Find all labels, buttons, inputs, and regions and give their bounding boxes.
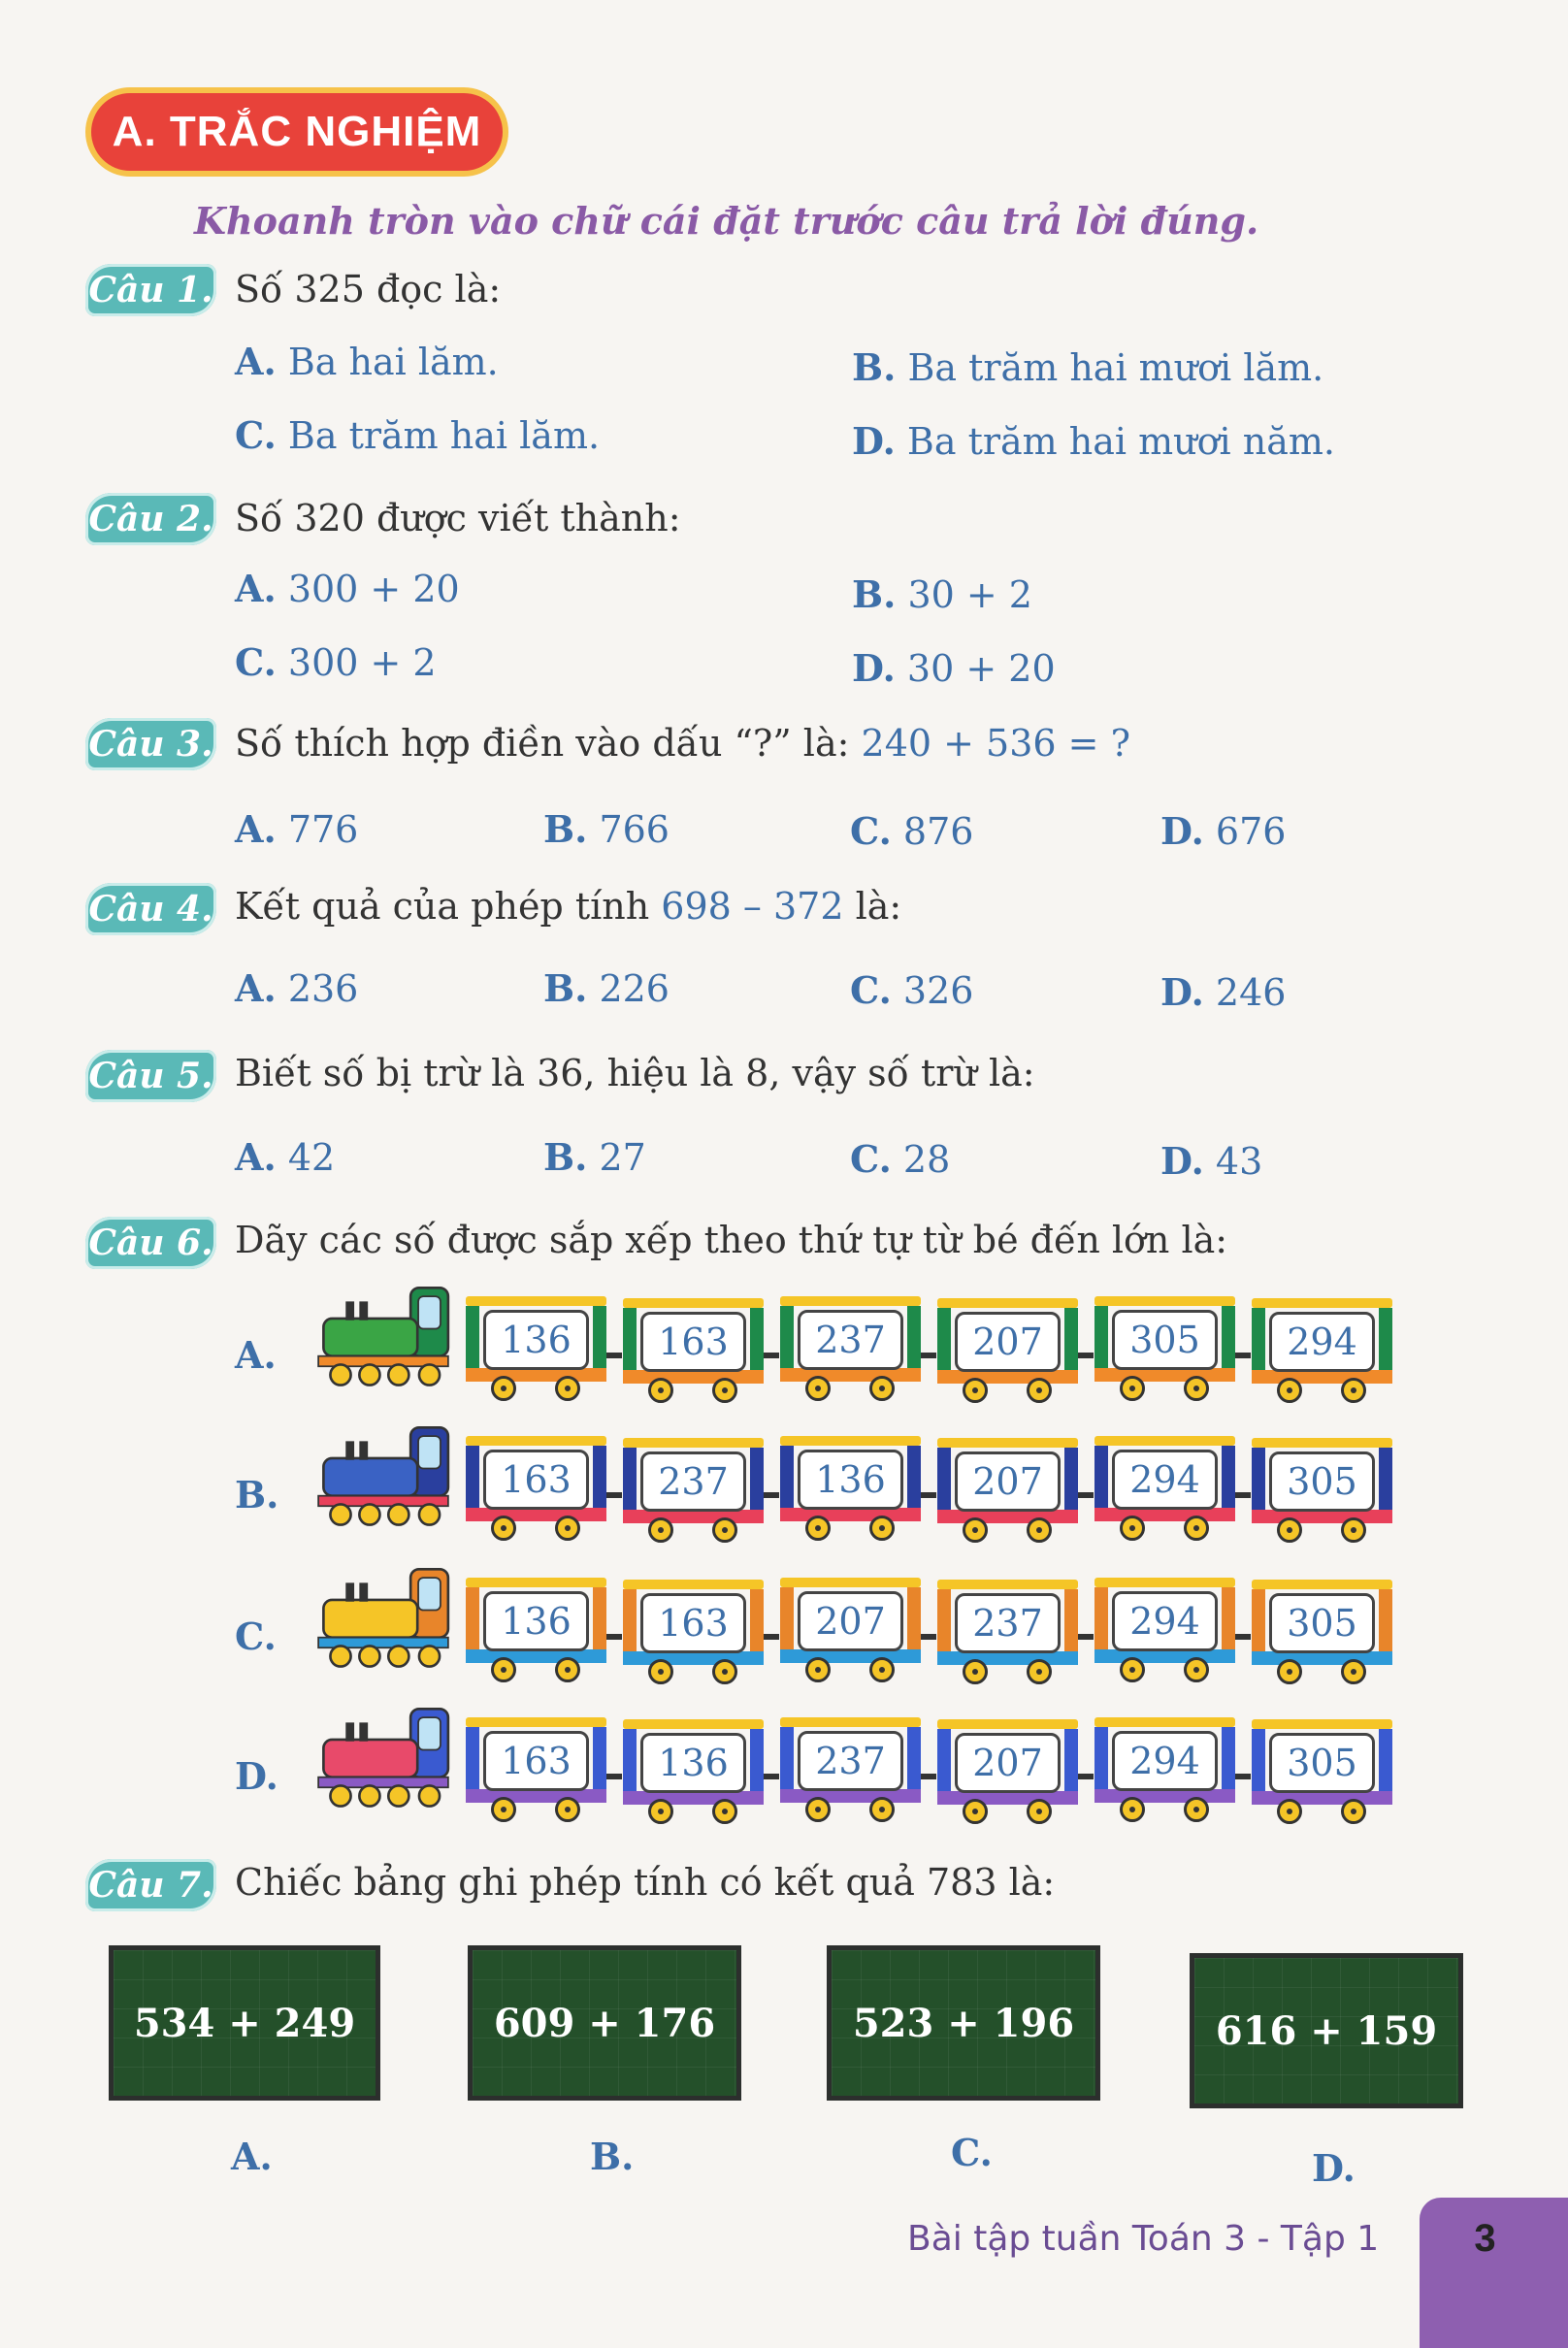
car-number: 163 (640, 1312, 746, 1372)
option-d[interactable]: D. 30 + 20 (852, 646, 1056, 690)
car-roof (623, 1298, 764, 1308)
car-roof (1252, 1719, 1392, 1729)
car-roof (1252, 1298, 1392, 1308)
car-side (1222, 1727, 1235, 1797)
wheel-icon (1120, 1376, 1145, 1401)
wheel-icon (869, 1797, 895, 1822)
train-car (1094, 1578, 1235, 1684)
car-roof (1094, 1717, 1235, 1727)
question-text: Số 325 đọc là: (235, 268, 502, 310)
car-base (1094, 1508, 1235, 1521)
section-header (85, 87, 508, 177)
option-d[interactable]: D. Ba trăm hai mươi năm. (852, 419, 1336, 463)
car-side (623, 1308, 637, 1378)
car-side (1094, 1587, 1108, 1657)
wheel-icon (648, 1799, 673, 1824)
wheel-icon (712, 1378, 737, 1403)
wheel-icon (648, 1517, 673, 1543)
wheel-icon (1027, 1799, 1052, 1824)
car-number: 136 (483, 1591, 589, 1651)
car-side (1379, 1729, 1392, 1799)
car-side (1064, 1589, 1078, 1659)
car-roof (780, 1296, 921, 1306)
car-side (1252, 1729, 1265, 1799)
car-side (750, 1729, 764, 1799)
wheel-icon (648, 1378, 673, 1403)
car-base (466, 1368, 606, 1382)
wheel-icon (1027, 1659, 1052, 1684)
wheel-icon (805, 1797, 831, 1822)
car-base (623, 1651, 764, 1665)
car-roof (1094, 1578, 1235, 1587)
wheel-icon (963, 1517, 988, 1543)
car-roof (937, 1298, 1078, 1308)
car-side (780, 1306, 794, 1376)
car-base (466, 1789, 606, 1803)
wheel-icon (963, 1378, 988, 1403)
question-text: Số 320 được viết thành: (235, 497, 681, 539)
car-side (1064, 1308, 1078, 1378)
car-base (780, 1649, 921, 1663)
wheel-icon (1184, 1516, 1209, 1541)
car-base (937, 1510, 1078, 1523)
car-number: 136 (483, 1310, 589, 1370)
wheel-icon (1277, 1378, 1302, 1403)
train-car (1252, 1438, 1392, 1545)
car-coupler (764, 1492, 779, 1498)
car-base (1094, 1649, 1235, 1663)
car-roof (1252, 1580, 1392, 1589)
car-number: 163 (483, 1731, 589, 1791)
car-number: 237 (798, 1731, 903, 1791)
chalkboard-a[interactable]: 534 + 249 (109, 1945, 380, 2101)
wheel-icon (491, 1797, 516, 1822)
wheel-icon (1027, 1378, 1052, 1403)
car-coupler (1235, 1353, 1251, 1358)
car-roof (937, 1438, 1078, 1448)
locomotive-icon (306, 1704, 461, 1810)
car-coupler (764, 1353, 779, 1358)
car-side (780, 1727, 794, 1797)
question-expression: 698 – 372 (661, 885, 844, 928)
car-coupler (1078, 1774, 1094, 1779)
car-side (1252, 1308, 1265, 1378)
car-roof (466, 1436, 606, 1446)
option-a[interactable]: A. 776 (235, 807, 359, 851)
car-side (1222, 1306, 1235, 1376)
car-side (1379, 1589, 1392, 1659)
car-coupler (921, 1492, 936, 1498)
option-c[interactable]: C. 326 (850, 968, 974, 1012)
train-car (623, 1298, 764, 1405)
instruction-text: Khoanh tròn vào chữ cái đặt trước câu trả lời đúng. (194, 199, 1259, 243)
train-car (466, 1296, 606, 1403)
train-car (1094, 1436, 1235, 1543)
car-number: 207 (798, 1591, 903, 1651)
car-coupler (1078, 1353, 1094, 1358)
car-number: 163 (640, 1593, 746, 1653)
board-label-a: A. (231, 2135, 273, 2178)
car-number: 305 (1112, 1310, 1218, 1370)
car-side (1094, 1446, 1108, 1516)
car-roof (466, 1717, 606, 1727)
question-badge: Câu 3. (85, 718, 216, 770)
car-side (907, 1306, 921, 1376)
question-badge: Câu 7. (85, 1859, 216, 1911)
train-car (780, 1717, 921, 1824)
option-d[interactable]: D. 246 (1160, 970, 1287, 1014)
car-number: 305 (1269, 1733, 1375, 1793)
train-car (623, 1719, 764, 1826)
chalkboard-b[interactable]: 609 + 176 (468, 1945, 741, 2101)
car-base (780, 1368, 921, 1382)
car-base (466, 1649, 606, 1663)
car-coupler (921, 1634, 936, 1640)
train-car (623, 1438, 764, 1545)
car-roof (780, 1717, 921, 1727)
train-car (466, 1436, 606, 1543)
car-base (623, 1791, 764, 1805)
car-number: 207 (955, 1451, 1061, 1512)
car-side (466, 1587, 479, 1657)
car-base (1252, 1370, 1392, 1384)
wheel-icon (869, 1657, 895, 1682)
car-roof (1252, 1438, 1392, 1448)
car-roof (1094, 1296, 1235, 1306)
wheel-icon (1341, 1799, 1366, 1824)
train-label[interactable]: D. (235, 1754, 278, 1798)
car-side (937, 1308, 951, 1378)
car-coupler (921, 1353, 936, 1358)
car-coupler (606, 1774, 622, 1779)
car-number: 294 (1112, 1731, 1218, 1791)
board-label-c: C. (951, 2131, 993, 2174)
car-side (593, 1727, 606, 1797)
page-number: 3 (1474, 2217, 1496, 2260)
car-base (623, 1370, 764, 1384)
car-base (1252, 1791, 1392, 1805)
question-badge: Câu 4. (85, 883, 216, 935)
car-side (1222, 1587, 1235, 1657)
car-coupler (764, 1774, 779, 1779)
wheel-icon (555, 1797, 580, 1822)
wheel-icon (805, 1657, 831, 1682)
car-side (937, 1448, 951, 1517)
car-side (1379, 1448, 1392, 1517)
car-number: 237 (640, 1451, 746, 1512)
car-side (937, 1589, 951, 1659)
locomotive-icon (306, 1422, 461, 1529)
locomotive-icon (306, 1564, 461, 1671)
car-side (1064, 1448, 1078, 1517)
car-number: 294 (1112, 1591, 1218, 1651)
car-side (1094, 1306, 1108, 1376)
car-base (937, 1791, 1078, 1805)
book-title: Bài tập tuần Toán 3 - Tập 1 (907, 2219, 1380, 2259)
car-number: 136 (640, 1733, 746, 1793)
car-base (937, 1651, 1078, 1665)
car-side (623, 1729, 637, 1799)
train-label[interactable]: A. (235, 1333, 277, 1377)
car-roof (1094, 1436, 1235, 1446)
chalkboard-d[interactable]: 616 + 159 (1190, 1953, 1463, 2108)
wheel-icon (869, 1516, 895, 1541)
option-a[interactable]: A. Ba hai lăm. (235, 340, 499, 383)
train-car (780, 1296, 921, 1403)
train-car (937, 1438, 1078, 1545)
option-c[interactable]: C. Ba trăm hai lăm. (235, 413, 601, 457)
car-base (780, 1508, 921, 1521)
locomotive-icon (306, 1283, 461, 1389)
wheel-icon (805, 1376, 831, 1401)
car-side (623, 1589, 637, 1659)
car-coupler (1235, 1774, 1251, 1779)
car-side (593, 1587, 606, 1657)
car-roof (937, 1580, 1078, 1589)
train-car (780, 1436, 921, 1543)
car-base (1252, 1510, 1392, 1523)
question-badge: Câu 1. (85, 264, 216, 316)
car-roof (780, 1578, 921, 1587)
car-coupler (1078, 1492, 1094, 1498)
car-roof (780, 1436, 921, 1446)
wheel-icon (491, 1376, 516, 1401)
wheel-icon (805, 1516, 831, 1541)
wheel-icon (1184, 1657, 1209, 1682)
wheel-icon (555, 1516, 580, 1541)
car-number: 305 (1269, 1593, 1375, 1653)
option-b[interactable]: B. Ba trăm hai mươi lăm. (852, 345, 1324, 389)
wheel-icon (1341, 1659, 1366, 1684)
option-b[interactable]: B. 30 + 2 (852, 572, 1032, 616)
train-label[interactable]: B. (235, 1473, 279, 1516)
car-coupler (764, 1634, 779, 1640)
car-base (1094, 1368, 1235, 1382)
car-side (466, 1446, 479, 1516)
question-text: Số thích hợp điền vào dấu “?” là: 240 + 536 = ? (235, 722, 1130, 765)
car-number: 294 (1269, 1312, 1375, 1372)
train-car (1252, 1580, 1392, 1686)
car-number: 207 (955, 1733, 1061, 1793)
wheel-icon (1184, 1797, 1209, 1822)
train-car (780, 1578, 921, 1684)
wheel-icon (1277, 1659, 1302, 1684)
section-title: A. TRẮC NGHIỆM (91, 93, 503, 171)
car-base (1252, 1651, 1392, 1665)
board-label-b: B. (590, 2135, 635, 2178)
car-side (937, 1729, 951, 1799)
car-side (780, 1446, 794, 1516)
option-d[interactable]: D. 676 (1160, 809, 1287, 853)
train-car (937, 1580, 1078, 1686)
wheel-icon (712, 1517, 737, 1543)
train-car (466, 1717, 606, 1824)
question-badge: Câu 2. (85, 493, 216, 545)
car-number: 237 (955, 1593, 1061, 1653)
wheel-icon (1027, 1517, 1052, 1543)
wheel-icon (1277, 1799, 1302, 1824)
option-a[interactable]: A. 300 + 20 (235, 567, 460, 610)
option-a[interactable]: A. 42 (235, 1135, 336, 1179)
wheel-icon (1277, 1517, 1302, 1543)
train-car (1094, 1296, 1235, 1403)
car-roof (623, 1580, 764, 1589)
train-car (937, 1719, 1078, 1826)
wheel-icon (555, 1376, 580, 1401)
question-badge: Câu 5. (85, 1050, 216, 1102)
train-label[interactable]: C. (235, 1614, 277, 1658)
question-text: Biết số bị trừ là 36, hiệu là 8, vậy số trừ là: (235, 1052, 1035, 1094)
car-number: 305 (1269, 1451, 1375, 1512)
train-car (466, 1578, 606, 1684)
car-number: 163 (483, 1450, 589, 1510)
option-c[interactable]: C. 876 (850, 809, 974, 853)
option-d[interactable]: D. 43 (1160, 1139, 1263, 1183)
wheel-icon (491, 1657, 516, 1682)
wheel-icon (1120, 1516, 1145, 1541)
car-side (623, 1448, 637, 1517)
car-number: 294 (1112, 1450, 1218, 1510)
option-b[interactable]: B. 27 (543, 1135, 646, 1179)
car-side (907, 1727, 921, 1797)
car-roof (623, 1719, 764, 1729)
car-side (466, 1306, 479, 1376)
wheel-icon (1341, 1378, 1366, 1403)
car-base (937, 1370, 1078, 1384)
car-side (1252, 1589, 1265, 1659)
wheel-icon (1120, 1657, 1145, 1682)
car-coupler (921, 1774, 936, 1779)
car-side (750, 1308, 764, 1378)
car-base (1094, 1789, 1235, 1803)
wheel-icon (1341, 1517, 1366, 1543)
car-base (780, 1789, 921, 1803)
car-side (593, 1306, 606, 1376)
question-expression: 240 + 536 = ? (861, 722, 1130, 765)
car-base (466, 1508, 606, 1521)
car-side (1252, 1448, 1265, 1517)
wheel-icon (963, 1659, 988, 1684)
wheel-icon (648, 1659, 673, 1684)
car-side (1094, 1727, 1108, 1797)
train-car (1252, 1298, 1392, 1405)
train-car (1252, 1719, 1392, 1826)
train-car (623, 1580, 764, 1686)
car-coupler (606, 1353, 622, 1358)
car-coupler (1078, 1634, 1094, 1640)
car-coupler (606, 1492, 622, 1498)
car-base (623, 1510, 764, 1523)
car-side (780, 1587, 794, 1657)
wheel-icon (869, 1376, 895, 1401)
wheel-icon (1184, 1376, 1209, 1401)
car-side (750, 1589, 764, 1659)
option-c[interactable]: C. 300 + 2 (235, 640, 437, 684)
wheel-icon (712, 1799, 737, 1824)
car-roof (937, 1719, 1078, 1729)
car-side (907, 1587, 921, 1657)
wheel-icon (712, 1659, 737, 1684)
wheel-icon (555, 1657, 580, 1682)
question-text: Chiếc bảng ghi phép tính có kết quả 783 là: (235, 1861, 1056, 1904)
car-side (1379, 1308, 1392, 1378)
car-roof (466, 1578, 606, 1587)
car-number: 237 (798, 1310, 903, 1370)
wheel-icon (491, 1516, 516, 1541)
wheel-icon (963, 1799, 988, 1824)
car-side (907, 1446, 921, 1516)
car-roof (623, 1438, 764, 1448)
question-text: Dãy các số được sắp xếp theo thứ tự từ bé đến lớn là: (235, 1219, 1228, 1261)
question-badge: Câu 6. (85, 1217, 216, 1269)
train-car (1094, 1717, 1235, 1824)
option-c[interactable]: C. 28 (850, 1137, 951, 1181)
question-text: Kết quả của phép tính 698 – 372 là: (235, 885, 902, 928)
train-car (937, 1298, 1078, 1405)
car-side (593, 1446, 606, 1516)
wheel-icon (1120, 1797, 1145, 1822)
option-b[interactable]: B. 226 (543, 966, 670, 1010)
board-label-d: D. (1312, 2146, 1356, 2190)
option-a[interactable]: A. 236 (235, 966, 359, 1010)
car-side (1222, 1446, 1235, 1516)
car-coupler (1235, 1634, 1251, 1640)
car-side (1064, 1729, 1078, 1799)
car-side (466, 1727, 479, 1797)
car-side (750, 1448, 764, 1517)
car-roof (466, 1296, 606, 1306)
option-b[interactable]: B. 766 (543, 807, 670, 851)
car-number: 207 (955, 1312, 1061, 1372)
car-coupler (606, 1634, 622, 1640)
car-number: 136 (798, 1450, 903, 1510)
car-coupler (1235, 1492, 1251, 1498)
chalkboard-c[interactable]: 523 + 196 (827, 1945, 1100, 2101)
